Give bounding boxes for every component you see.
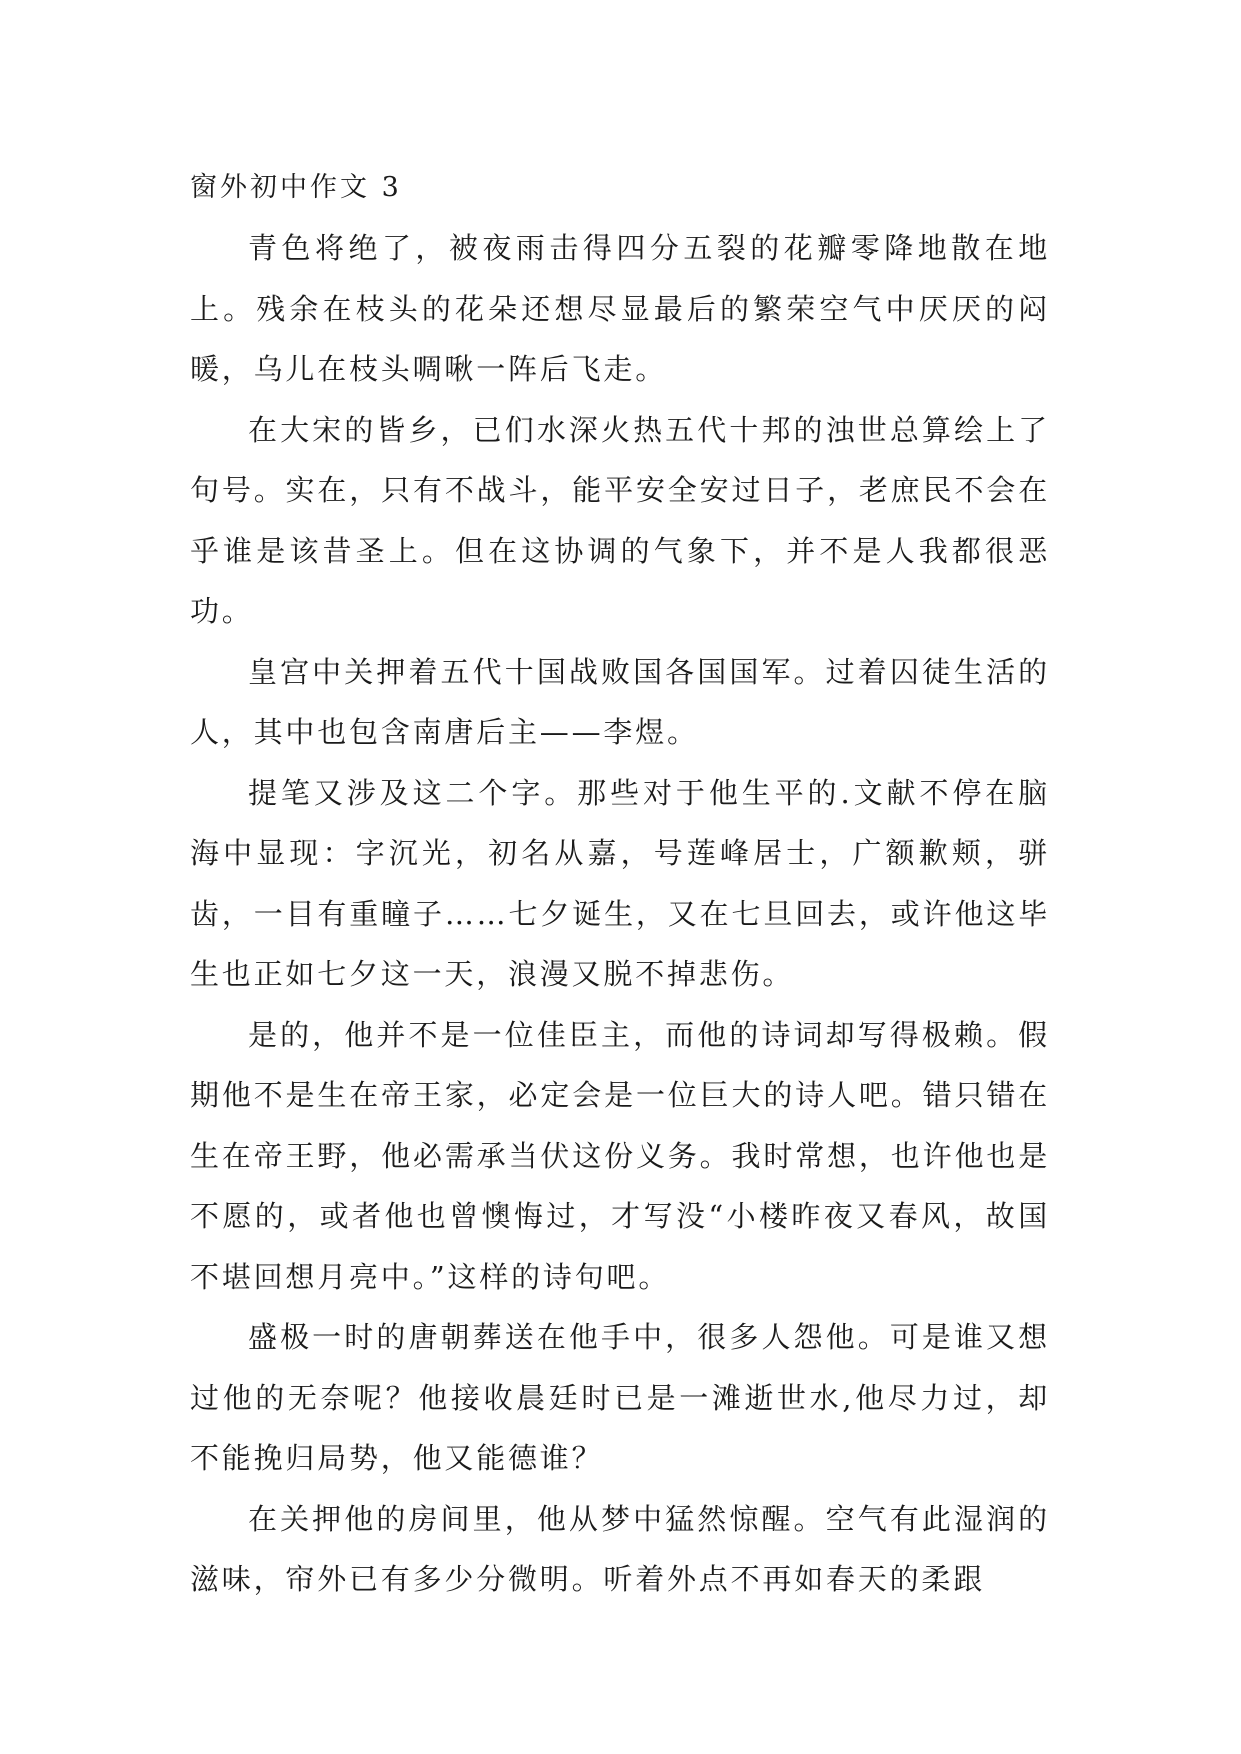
paragraph: 是的，他并不是一位佳臣主，而他的诗词却写得极赖。假期他不是生在帝王家，必定会是一位巨大的诗人吧。错只错在生在帝王野，他必需承当伏这份义务。我时常想，也许他也是不愿的，或者他也曾懊悔过，才写没“小楼昨夜又春风，故国不堪回想月亮中。”这样的诗句吧。 bbox=[190, 1017, 1050, 1294]
paragraph: 青色将绝了，被夜雨击得四分五裂的花瓣零降地散在地上。残余在枝头的花朵还想尽显最后的繁荣空气中厌厌的闷暖，乌儿在枝头啁啾一阵后飞走。 bbox=[190, 231, 1050, 386]
paragraph: 皇宫中关押着五代十国战败国各国国军。过着囚徒生活的人，其中也包含南唐后主——李煜。 bbox=[190, 654, 1050, 749]
paragraph: 盛极一时的唐朝葬送在他手中，很多人怨他。可是谁又想过他的无奈呢？他接收晨廷时已是一滩逝世水,他尽力过，却不能挽归局势，他又能德谁？ bbox=[190, 1320, 1050, 1475]
document-page bbox=[190, 158, 1050, 1610]
document-title: 窗外初中作文 3 bbox=[190, 172, 402, 203]
paragraph: 提笔又涉及这二个字。那些对于他生平的.文献不停在脑海中显现：字沉光，初名从嘉，号莲峰居士，广额歉颊，骈齿，一目有重瞳子……七夕诞生，又在七旦回去，或许他这毕生也正如七夕这一天，浪漫又脱不掉悲伤。 bbox=[190, 775, 1050, 991]
paragraph: 在关押他的房间里，他从梦中猛然惊醒。空气有此湿润的滋味，帘外已有多少分微明。听着外点不再如春天的柔跟 bbox=[190, 1501, 1050, 1596]
paragraph: 在大宋的皆乡，已们水深火热五代十邦的浊世总算绘上了句号。实在，只有不战斗，能平安全安过日子，老庶民不会在乎谁是该昔圣上。但在这协调的气象下，并不是人我都很恶功。 bbox=[190, 412, 1050, 628]
